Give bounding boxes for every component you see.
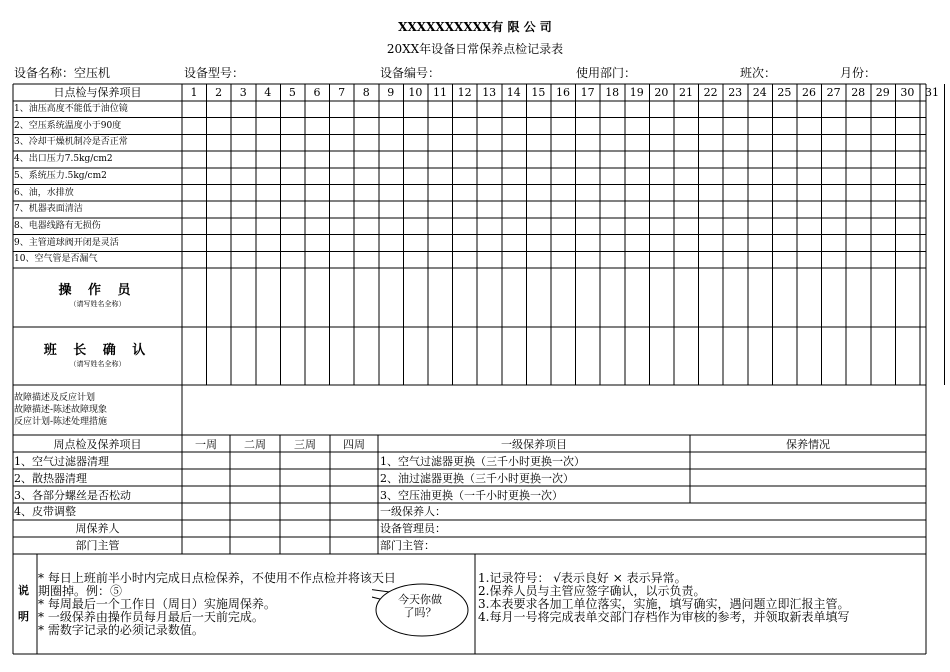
day-header-3: 3 bbox=[239, 86, 247, 99]
operator-note: （请写姓名全称） bbox=[69, 300, 126, 308]
daily-item: 6、油，水排放 bbox=[14, 187, 74, 198]
form-title: 20XX年设备日常保养点检记录表 bbox=[386, 42, 564, 56]
day-header-13: 13 bbox=[482, 86, 497, 99]
day-header-6: 6 bbox=[313, 86, 321, 99]
note-left: * 每周最后一个工作日（周日）实施周保养。 bbox=[38, 597, 276, 611]
daily-item: 8、电器线路有无损伤 bbox=[14, 220, 101, 231]
month-label: 月份： bbox=[840, 66, 877, 80]
speech-bubble-line-1: 今天你做 bbox=[398, 593, 442, 606]
note-right: 4.每月一号将完成表单交部门存档作为审核的参考，并领取新表单填写 bbox=[478, 610, 850, 624]
week-4: 四周 bbox=[343, 438, 365, 451]
day-header-4: 4 bbox=[264, 86, 272, 99]
daily-item: 3、冷却干燥机制冷是否正常 bbox=[14, 137, 128, 148]
daily-header: 日点检与保养项目 bbox=[53, 86, 142, 99]
day-header-10: 10 bbox=[408, 86, 423, 99]
weekly-item: 2、散热器清理 bbox=[14, 472, 87, 485]
level1-header: 一级保养项目 bbox=[501, 438, 567, 451]
day-header-2: 2 bbox=[215, 86, 223, 99]
day-header-31: 31 bbox=[925, 86, 939, 99]
day-header-14: 14 bbox=[506, 86, 521, 99]
level1-item: 2、油过滤器更换（三千小时更换一次） bbox=[380, 472, 574, 485]
day-header-30: 30 bbox=[900, 86, 915, 99]
weekly-item: 4、皮带调整 bbox=[14, 505, 76, 518]
shift-label: 班次： bbox=[740, 66, 777, 80]
day-header-21: 21 bbox=[679, 86, 693, 99]
day-header-26: 26 bbox=[802, 86, 816, 99]
day-header-19: 19 bbox=[629, 86, 644, 99]
notes-label-2: 明 bbox=[18, 610, 29, 623]
day-header-24: 24 bbox=[752, 86, 767, 99]
equipment-number-label: 设备编号： bbox=[380, 66, 441, 80]
note-left: 期圈掉。例：⑤ bbox=[38, 584, 123, 598]
daily-item: 7、机器表面清洁 bbox=[14, 204, 83, 215]
day-header-20: 20 bbox=[654, 86, 669, 99]
company-name: XXXXXXXXXX有 限 公 司 bbox=[398, 20, 552, 34]
day-header-27: 27 bbox=[826, 86, 841, 99]
department-label: 使用部门： bbox=[576, 66, 637, 80]
dept-head-label: 部门主管 bbox=[75, 539, 120, 552]
level1-item: 3、空压油更换（一千小时更换一次） bbox=[380, 489, 563, 502]
day-header-9: 9 bbox=[387, 86, 395, 99]
weekly-header: 周点检及保养项目 bbox=[53, 438, 142, 451]
fault-plan: 反应计划-陈述处理措施 bbox=[14, 417, 108, 427]
day-header-8: 8 bbox=[362, 86, 370, 99]
dept-head2-label: 部门主管： bbox=[380, 539, 435, 552]
day-header-11: 11 bbox=[433, 86, 447, 99]
daily-item: 4、出口压力7.5kg/cm2 bbox=[14, 154, 113, 165]
notes-label-1: 说 bbox=[18, 584, 29, 597]
status-header: 保养情况 bbox=[786, 438, 830, 451]
note-right: 2.保养人员与主管应签字确认，以示负责。 bbox=[478, 584, 706, 598]
note-left: * 一级保养由操作员每月最后一天前完成。 bbox=[38, 610, 264, 624]
fault-description: 故障描述-陈述故障现象 bbox=[14, 405, 108, 415]
daily-item: 1、油压高度不能低于油位镜 bbox=[14, 104, 128, 114]
note-right: 1.记录符号： √表示良好 × 表示异常。 bbox=[478, 571, 687, 585]
equipment-admin-label: 设备管理员： bbox=[380, 522, 446, 535]
leader-label: 班 长 确 认 bbox=[43, 343, 152, 358]
day-header-15: 15 bbox=[531, 86, 546, 99]
day-header-5: 5 bbox=[288, 86, 296, 99]
leader-note: （请写姓名全称） bbox=[69, 360, 126, 368]
operator-label: 操 作 员 bbox=[58, 283, 137, 298]
day-header-23: 23 bbox=[728, 86, 743, 99]
day-header-17: 17 bbox=[580, 86, 595, 99]
day-header-22: 22 bbox=[703, 86, 718, 99]
weekly-item: 3、各部分螺丝是否松动 bbox=[14, 489, 131, 502]
speech-bubble-text bbox=[385, 593, 455, 619]
level1-person-label: 一级保养人： bbox=[380, 505, 446, 518]
day-header-12: 12 bbox=[457, 86, 472, 99]
note-left: * 需数字记录的必须记录数值。 bbox=[38, 623, 204, 637]
weekly-person-label: 周保养人 bbox=[75, 522, 120, 535]
speech-bubble-line-2: 了吗？ bbox=[403, 606, 437, 619]
week-1: 一周 bbox=[195, 438, 217, 451]
equipment-name-label: 设备名称：空压机 bbox=[14, 66, 111, 80]
day-header-1: 1 bbox=[190, 86, 198, 99]
note-left: * 每日上班前半小时内完成日点检保养，不使用不作点检并将该天日 bbox=[38, 571, 396, 585]
level1-item: 1、空气过滤器更换（三千小时更换一次） bbox=[380, 455, 585, 468]
day-header-25: 25 bbox=[777, 86, 792, 99]
fault-title: 故障描述及反应计划 bbox=[14, 393, 96, 403]
weekly-item: 1、空气过滤器清理 bbox=[14, 455, 109, 468]
day-header-16: 16 bbox=[556, 86, 570, 99]
daily-item: 5、系统压力.5kg/cm2 bbox=[14, 170, 107, 181]
day-header-7: 7 bbox=[338, 86, 346, 99]
equipment-model-label: 设备型号： bbox=[184, 66, 245, 80]
day-header-29: 29 bbox=[875, 86, 890, 99]
daily-item: 10、空气管是否漏气 bbox=[14, 254, 98, 265]
daily-item: 9、主管道球阀开闭是灵活 bbox=[14, 237, 119, 248]
daily-item: 2、空压系统温度小于90度 bbox=[14, 120, 122, 131]
week-2: 二周 bbox=[244, 438, 266, 451]
day-header-18: 18 bbox=[605, 86, 620, 99]
week-3: 三周 bbox=[294, 438, 316, 451]
note-right: 3.本表要求各加工单位落实，实施，填写确实，遇问题立即汇报主管。 bbox=[478, 597, 850, 611]
day-header-28: 28 bbox=[851, 86, 866, 99]
